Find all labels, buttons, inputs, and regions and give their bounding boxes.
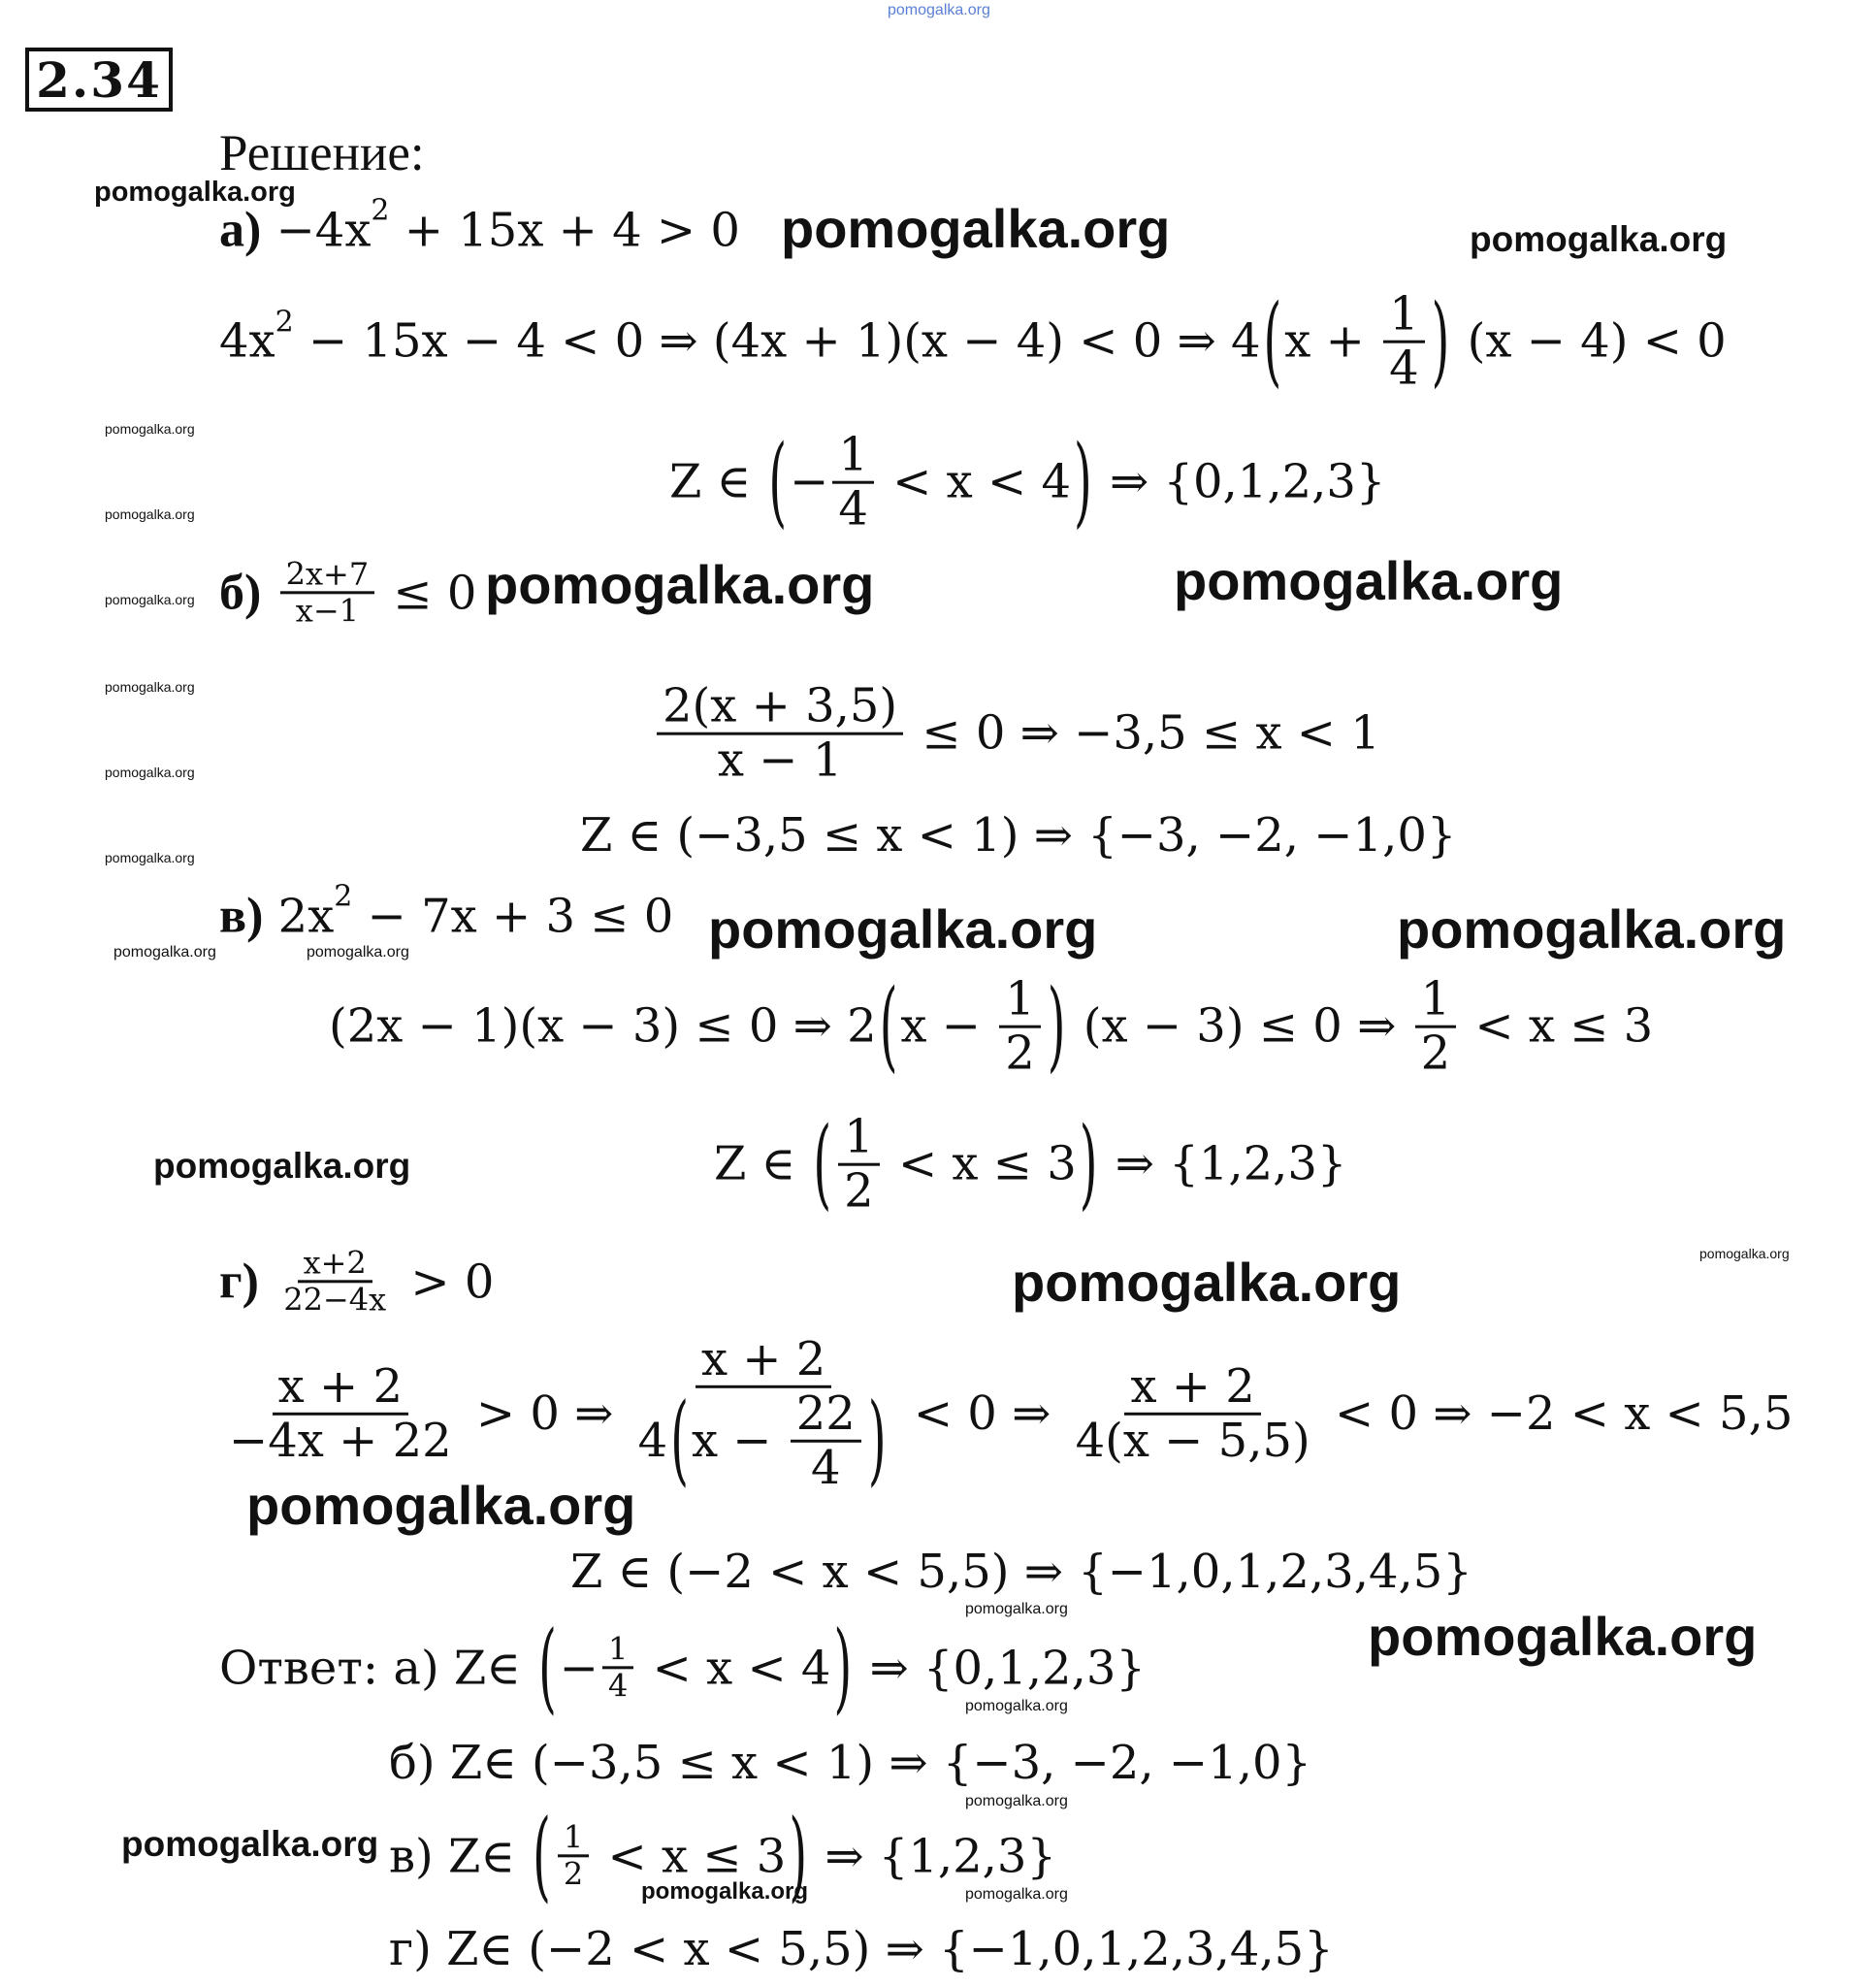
part-v-factorization bbox=[329, 969, 1654, 1084]
left-paren: ( bbox=[533, 1799, 551, 1913]
math-text: 4 bbox=[838, 481, 868, 537]
math-text: − 7x + 3 ≤ 0 bbox=[352, 889, 674, 943]
math-text: x + 2 bbox=[1130, 1358, 1255, 1414]
right-paren: ) bbox=[833, 1611, 853, 1725]
fraction bbox=[1415, 971, 1457, 1081]
part-label: в) bbox=[219, 888, 264, 944]
part-g-transformation bbox=[219, 1331, 1794, 1497]
math-text: 1 bbox=[838, 427, 868, 482]
watermark: pomogalka.org bbox=[965, 1793, 1068, 1809]
math-text: 4 bbox=[1389, 341, 1419, 396]
exponent: 2 bbox=[371, 193, 390, 228]
part-a-integer-solutions bbox=[669, 425, 1386, 539]
fraction bbox=[632, 1331, 895, 1497]
left-paren: ( bbox=[879, 969, 898, 1084]
watermark: pomogalka.org bbox=[965, 1886, 1068, 1903]
right-paren: ) bbox=[1079, 1107, 1098, 1222]
watermark: pomogalka.org bbox=[105, 592, 195, 607]
fraction bbox=[832, 427, 874, 537]
numerator bbox=[1415, 971, 1457, 1028]
watermark: pomogalka.org bbox=[105, 506, 195, 522]
left-paren: ( bbox=[813, 1107, 832, 1222]
fraction bbox=[558, 1820, 589, 1891]
math-text: 2 bbox=[1005, 1026, 1035, 1081]
numerator bbox=[558, 1820, 589, 1857]
watermark: pomogalka.org bbox=[105, 679, 195, 695]
part-label: б) bbox=[219, 565, 262, 621]
math-text: 2x+7 bbox=[285, 555, 370, 593]
watermark: pomogalka.org bbox=[708, 898, 1098, 960]
math-text: Z ∈ bbox=[714, 1137, 811, 1191]
denominator bbox=[277, 1281, 392, 1319]
watermark: pomogalka.org bbox=[888, 2, 990, 18]
math-text: −4x bbox=[261, 203, 372, 257]
right-paren: ) bbox=[1431, 284, 1450, 399]
fraction bbox=[280, 557, 375, 628]
denominator bbox=[602, 1667, 633, 1705]
math-text: 2(x + 3,5) bbox=[663, 678, 898, 733]
math-text: − bbox=[559, 1641, 599, 1695]
math-text: Ответ: а) Z∈ bbox=[219, 1641, 536, 1695]
math-text: x + 2 bbox=[700, 1331, 826, 1386]
math-text: (x − 3) ≤ 0 ⇒ bbox=[1068, 999, 1411, 1054]
watermark: pomogalka.org bbox=[113, 944, 216, 961]
math-text: 4(x − 5,5) bbox=[1075, 1413, 1310, 1468]
math-text: 2 bbox=[844, 1163, 874, 1219]
answer-b bbox=[389, 1736, 1311, 1790]
denominator bbox=[558, 1855, 589, 1893]
math-text: 1 bbox=[844, 1109, 874, 1164]
numerator bbox=[832, 427, 874, 484]
math-text: Z ∈ bbox=[669, 455, 766, 509]
math-text: ⇒ {1,2,3} bbox=[810, 1829, 1057, 1883]
watermark: pomogalka.org bbox=[1174, 550, 1564, 611]
part-b-integer-solutions bbox=[580, 808, 1456, 863]
watermark: pomogalka.org bbox=[246, 1475, 636, 1536]
problem-number: 2.34 bbox=[36, 50, 162, 109]
watermark: pomogalka.org bbox=[105, 850, 195, 865]
denominator bbox=[1070, 1415, 1316, 1466]
fraction bbox=[277, 1246, 392, 1317]
math-text: 4 bbox=[637, 1413, 668, 1468]
fraction bbox=[602, 1632, 633, 1703]
math-text: > 0 bbox=[396, 1254, 495, 1309]
math-text: 1 bbox=[1005, 971, 1035, 1026]
fraction bbox=[838, 1109, 880, 1219]
watermark: pomogalka.org bbox=[105, 765, 195, 780]
math-text: 2 bbox=[1420, 1026, 1451, 1081]
numerator bbox=[1124, 1358, 1260, 1416]
watermark: pomogalka.org bbox=[781, 198, 1171, 259]
math-text: x−1 bbox=[295, 592, 359, 630]
answer-g bbox=[389, 1922, 1334, 1976]
watermark: pomogalka.org bbox=[105, 421, 195, 437]
math-text: < x ≤ 3 bbox=[1460, 999, 1654, 1054]
exponent: 2 bbox=[275, 305, 294, 340]
left-paren: ( bbox=[538, 1611, 557, 1725]
math-text: 2x bbox=[263, 889, 335, 943]
denominator bbox=[632, 1383, 895, 1497]
left-paren: ( bbox=[768, 425, 788, 539]
right-paren: ) bbox=[867, 1383, 887, 1497]
part-g-integer-solutions bbox=[570, 1545, 1472, 1599]
math-text: в) Z∈ bbox=[389, 1829, 531, 1883]
right-paren: ) bbox=[789, 1799, 808, 1913]
left-paren: ( bbox=[670, 1383, 689, 1497]
numerator bbox=[999, 971, 1041, 1028]
math-text: 4 bbox=[608, 1667, 629, 1705]
part-g-inequality bbox=[219, 1246, 494, 1317]
math-text: < x < 4 bbox=[637, 1641, 831, 1695]
watermark: pomogalka.org bbox=[1397, 898, 1787, 960]
right-paren: ) bbox=[1073, 425, 1092, 539]
math-text: < 0 ⇒ bbox=[898, 1385, 1066, 1441]
watermark: pomogalka.org bbox=[94, 177, 296, 208]
exponent: 2 bbox=[334, 879, 353, 914]
watermark: pomogalka.org bbox=[1470, 219, 1728, 259]
part-label: г) bbox=[219, 1254, 259, 1310]
denominator bbox=[1383, 343, 1425, 395]
watermark: pomogalka.org bbox=[1368, 1606, 1758, 1667]
math-text: 1 bbox=[1420, 971, 1451, 1026]
fraction bbox=[999, 971, 1041, 1081]
math-text: −4x + 22 bbox=[229, 1413, 452, 1468]
numerator bbox=[695, 1331, 831, 1388]
part-b-transformation bbox=[653, 678, 1380, 788]
part-a-inequality bbox=[219, 193, 740, 259]
math-text: ⇒ {0,1,2,3} bbox=[855, 1641, 1146, 1695]
math-text: ≤ 0 bbox=[378, 566, 477, 620]
watermark: pomogalka.org bbox=[641, 1878, 809, 1905]
math-text: 1 bbox=[563, 1818, 584, 1856]
math-text: ≤ 0 ⇒ −3,5 ≤ x < 1 bbox=[907, 706, 1380, 761]
math-text: г) Z∈ (−2 < x < 5,5) ⇒ {−1,0,1,2,3,4,5} bbox=[389, 1922, 1334, 1976]
math-text: б) Z∈ (−3,5 ≤ x < 1) ⇒ {−3, −2, −1,0} bbox=[389, 1736, 1312, 1790]
numerator bbox=[273, 1358, 408, 1416]
denominator bbox=[805, 1442, 847, 1493]
part-a-factorization bbox=[219, 284, 1727, 399]
fraction bbox=[1383, 286, 1425, 396]
math-text: 4x bbox=[219, 314, 275, 369]
watermark: pomogalka.org bbox=[153, 1146, 411, 1186]
denominator bbox=[838, 1163, 880, 1219]
numerator bbox=[657, 678, 903, 735]
numerator bbox=[791, 1385, 861, 1443]
numerator bbox=[838, 1109, 880, 1166]
numerator bbox=[298, 1246, 372, 1283]
numerator bbox=[1383, 286, 1425, 343]
math-text: < x ≤ 3 bbox=[883, 1137, 1077, 1191]
math-text: (x − 4) < 0 bbox=[1452, 314, 1727, 369]
math-text: + 15x + 4 > 0 bbox=[389, 203, 740, 257]
math-text: x + bbox=[1284, 314, 1380, 369]
numerator bbox=[280, 557, 375, 594]
math-text: 4 bbox=[811, 1440, 841, 1495]
math-text: − bbox=[790, 455, 829, 509]
math-text: x+2 bbox=[303, 1244, 367, 1282]
math-text: 22−4x bbox=[283, 1281, 387, 1319]
math-text: < 0 ⇒ −2 < x < 5,5 bbox=[1319, 1385, 1794, 1441]
denominator bbox=[223, 1415, 458, 1466]
fraction bbox=[1070, 1358, 1316, 1468]
math-text: > 0 ⇒ bbox=[461, 1385, 629, 1441]
denominator bbox=[712, 735, 848, 787]
math-text: 1 bbox=[608, 1630, 629, 1668]
math-text: Z ∈ (−3,5 ≤ x < 1) ⇒ {−3, −2, −1,0} bbox=[580, 808, 1457, 863]
denominator bbox=[999, 1028, 1041, 1080]
math-text: ⇒ {0,1,2,3} bbox=[1094, 455, 1386, 509]
denominator bbox=[1415, 1028, 1457, 1080]
problem-number-box bbox=[25, 48, 173, 112]
math-text: Z ∈ (−2 < x < 5,5) ⇒ {−1,0,1,2,3,4,5} bbox=[570, 1545, 1472, 1599]
math-text: 22 bbox=[795, 1385, 856, 1441]
watermark: pomogalka.org bbox=[121, 1824, 379, 1864]
math-text: x − bbox=[691, 1413, 787, 1468]
solution-heading: Решение: bbox=[219, 125, 425, 181]
math-text: x + 2 bbox=[277, 1358, 403, 1414]
part-v-integer-solutions bbox=[714, 1107, 1347, 1222]
fraction bbox=[657, 678, 903, 788]
denominator bbox=[832, 481, 874, 537]
fraction bbox=[223, 1358, 458, 1468]
denominator bbox=[290, 592, 365, 630]
right-paren: ) bbox=[1047, 969, 1066, 1084]
math-text: x − bbox=[900, 999, 996, 1054]
math-text: < x ≤ 3 bbox=[593, 1829, 787, 1883]
math-text bbox=[261, 566, 275, 620]
math-text bbox=[259, 1254, 274, 1309]
math-text: < x < 4 bbox=[877, 455, 1071, 509]
watermark: pomogalka.org bbox=[1699, 1246, 1790, 1261]
part-v-inequality bbox=[219, 879, 674, 945]
watermark: pomogalka.org bbox=[307, 944, 409, 961]
math-text: (2x − 1)(x − 3) ≤ 0 ⇒ 2 bbox=[329, 999, 877, 1054]
math-text: ⇒ {1,2,3} bbox=[1100, 1137, 1347, 1191]
watermark: pomogalka.org bbox=[1012, 1252, 1402, 1313]
watermark: pomogalka.org bbox=[965, 1601, 1068, 1617]
watermark: pomogalka.org bbox=[965, 1698, 1068, 1714]
part-b-inequality bbox=[219, 557, 476, 628]
fraction bbox=[791, 1385, 861, 1495]
numerator bbox=[602, 1632, 633, 1669]
watermark: pomogalka.org bbox=[485, 554, 875, 615]
math-text: 1 bbox=[1389, 286, 1419, 342]
left-paren: ( bbox=[1263, 284, 1282, 399]
part-label: а) bbox=[219, 202, 262, 258]
math-text: x − 1 bbox=[717, 733, 843, 788]
math-text: 2 bbox=[563, 1855, 584, 1893]
math-text: − 15x − 4 < 0 ⇒ (4x + 1)(x − 4) < 0 ⇒ 4 bbox=[293, 314, 1261, 369]
